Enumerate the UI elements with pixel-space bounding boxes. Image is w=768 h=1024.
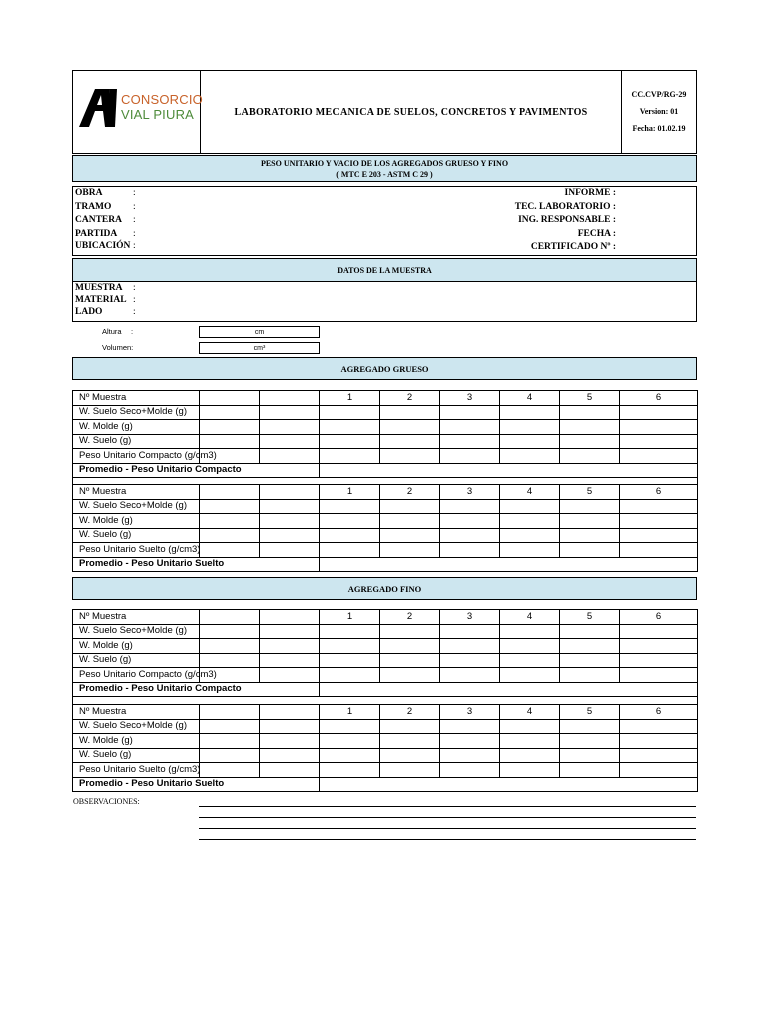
table-row: [73, 668, 698, 683]
fino-suelto-table: [72, 704, 698, 792]
cell[interactable]: [200, 499, 260, 514]
col-number: 3: [440, 610, 500, 625]
cell[interactable]: [500, 653, 560, 668]
row-label: Promedio - Peso Unitario Compacto: [73, 463, 320, 478]
fino-section-title: AGREGADO FINO: [72, 577, 697, 600]
cell[interactable]: [500, 434, 560, 449]
cell[interactable]: [620, 734, 698, 749]
cell[interactable]: [260, 528, 320, 543]
table-row: [73, 434, 698, 449]
col-number: 6: [620, 391, 698, 406]
col-number: 5: [560, 610, 620, 625]
cell[interactable]: [320, 463, 698, 478]
sample-section-title: DATOS DE LA MUESTRA: [72, 258, 697, 282]
cell[interactable]: [320, 734, 380, 749]
cell[interactable]: [500, 420, 560, 435]
cell[interactable]: [200, 528, 260, 543]
col-number: 5: [560, 485, 620, 500]
cell[interactable]: [380, 499, 440, 514]
cell[interactable]: [560, 449, 620, 464]
cell[interactable]: [320, 719, 380, 734]
table-row: [73, 682, 698, 697]
cell[interactable]: [620, 668, 698, 683]
cell[interactable]: [560, 763, 620, 778]
table-row: [73, 420, 698, 435]
cell[interactable]: [200, 624, 260, 639]
cell[interactable]: [440, 449, 500, 464]
table-row: [73, 610, 698, 625]
cell[interactable]: [380, 763, 440, 778]
col-number: 1: [320, 485, 380, 500]
document-date: Fecha: 01.02.19: [632, 124, 686, 133]
cell[interactable]: [620, 405, 698, 420]
colon: :: [133, 229, 136, 239]
row-label: W. Molde (g): [73, 420, 200, 435]
company-logo: [73, 71, 201, 153]
sample-label-lado: LADO: [75, 307, 103, 317]
cell[interactable]: [620, 624, 698, 639]
row-label: Nº Muestra: [73, 485, 200, 500]
col-number: 4: [500, 391, 560, 406]
col-number: 5: [560, 705, 620, 720]
info-label-ubicacion: UBICACIÓN: [75, 241, 131, 251]
row-label: W. Suelo Seco+Molde (g): [73, 624, 200, 639]
cell[interactable]: [620, 653, 698, 668]
cell[interactable]: [200, 405, 260, 420]
cell[interactable]: [500, 624, 560, 639]
logo-text-consorcio: CONSORCIO: [121, 92, 203, 107]
col-number: 3: [440, 485, 500, 500]
table-row: [73, 405, 698, 420]
cell[interactable]: [620, 748, 698, 763]
row-label: W. Suelo (g): [73, 528, 200, 543]
cell[interactable]: [620, 639, 698, 654]
document-version: Version: 01: [639, 107, 679, 116]
cell[interactable]: [200, 434, 260, 449]
cell[interactable]: [500, 514, 560, 529]
table-row: [73, 748, 698, 763]
col-number: 2: [380, 391, 440, 406]
cell[interactable]: [440, 434, 500, 449]
cell[interactable]: [500, 405, 560, 420]
cell[interactable]: [560, 514, 620, 529]
cell[interactable]: [200, 705, 260, 720]
cell[interactable]: [560, 734, 620, 749]
sample-info: [72, 282, 697, 322]
cell[interactable]: [260, 514, 320, 529]
lab-title: LABORATORIO MECANICA DE SUELOS, CONCRETOS Y PAVIMENTOS: [234, 106, 588, 118]
cell[interactable]: [200, 639, 260, 654]
colon: :: [133, 283, 136, 293]
cell[interactable]: [440, 734, 500, 749]
cell[interactable]: [260, 639, 320, 654]
cell[interactable]: [500, 528, 560, 543]
cell[interactable]: [440, 763, 500, 778]
cell[interactable]: [260, 763, 320, 778]
cell[interactable]: [320, 639, 380, 654]
cell[interactable]: [200, 485, 260, 500]
row-label: Promedio - Peso Unitario Suelto: [73, 777, 320, 792]
cell[interactable]: [260, 420, 320, 435]
cell[interactable]: [380, 624, 440, 639]
colon: :: [131, 327, 134, 336]
cell[interactable]: [560, 719, 620, 734]
cell[interactable]: [260, 499, 320, 514]
col-number: 4: [500, 485, 560, 500]
cell[interactable]: [560, 668, 620, 683]
cell[interactable]: [260, 391, 320, 406]
cell[interactable]: [440, 514, 500, 529]
row-label: Nº Muestra: [73, 391, 200, 406]
row-label: Peso Unitario Suelto (g/cm3): [73, 763, 200, 778]
row-label: Peso Unitario Compacto (g/cm3): [73, 449, 200, 464]
cell[interactable]: [380, 420, 440, 435]
cell[interactable]: [380, 748, 440, 763]
cell[interactable]: [320, 434, 380, 449]
cell[interactable]: [260, 719, 320, 734]
info-label-fecha: FECHA :: [577, 229, 616, 239]
altura-label: Altura: [102, 327, 122, 336]
row-label: W. Suelo (g): [73, 434, 200, 449]
col-number: 6: [620, 610, 698, 625]
cell[interactable]: [380, 514, 440, 529]
cell[interactable]: [560, 543, 620, 558]
col-number: 6: [620, 705, 698, 720]
volumen-label: Volumen:: [102, 343, 134, 352]
cell[interactable]: [200, 734, 260, 749]
cell[interactable]: [620, 449, 698, 464]
document-code: CC.CVP/RG-29: [631, 90, 687, 99]
row-label: W. Suelo (g): [73, 748, 200, 763]
col-number: 2: [380, 610, 440, 625]
cell[interactable]: [500, 734, 560, 749]
cell[interactable]: [320, 514, 380, 529]
cell[interactable]: [260, 624, 320, 639]
grueso-suelto-table: [72, 484, 698, 572]
cell[interactable]: [320, 557, 698, 572]
cell[interactable]: [500, 748, 560, 763]
col-number: 1: [320, 391, 380, 406]
cell[interactable]: [440, 499, 500, 514]
info-label-partida: PARTIDA: [75, 229, 118, 239]
cell[interactable]: [260, 543, 320, 558]
cell[interactable]: [620, 528, 698, 543]
col-number: 2: [380, 485, 440, 500]
altura-field[interactable]: cm: [199, 326, 320, 338]
col-number: 1: [320, 610, 380, 625]
document-header: [72, 70, 697, 154]
table-row: [73, 485, 698, 500]
colon: :: [133, 307, 136, 317]
cell[interactable]: [500, 668, 560, 683]
row-label: Peso Unitario Suelto (g/cm3): [73, 543, 200, 558]
cell[interactable]: [440, 624, 500, 639]
test-standard: ( MTC E 203 - ASTM C 29 ): [336, 169, 433, 179]
row-label: W. Suelo Seco+Molde (g): [73, 499, 200, 514]
table-row: [73, 463, 698, 478]
cell[interactable]: [320, 420, 380, 435]
info-label-obra: OBRA: [75, 188, 103, 198]
cell[interactable]: [560, 420, 620, 435]
colon: :: [133, 241, 136, 251]
cell[interactable]: [560, 528, 620, 543]
row-label: W. Molde (g): [73, 639, 200, 654]
sample-label-muestra: MUESTRA: [75, 283, 123, 293]
cell[interactable]: [260, 705, 320, 720]
table-row: [73, 639, 698, 654]
cell[interactable]: [320, 777, 698, 792]
table-row: [73, 763, 698, 778]
cell[interactable]: [620, 434, 698, 449]
document-code-block: [621, 71, 696, 153]
col-number: 1: [320, 705, 380, 720]
table-row: [73, 777, 698, 792]
cell[interactable]: [440, 653, 500, 668]
cell[interactable]: [500, 449, 560, 464]
observaciones-line[interactable]: [199, 828, 696, 829]
cell[interactable]: [200, 543, 260, 558]
cell[interactable]: [260, 734, 320, 749]
table-row: [73, 499, 698, 514]
cell[interactable]: [380, 449, 440, 464]
row-label: W. Molde (g): [73, 734, 200, 749]
table-row: [73, 653, 698, 668]
col-number: 6: [620, 485, 698, 500]
cell[interactable]: [260, 485, 320, 500]
cell[interactable]: [200, 610, 260, 625]
cell[interactable]: [500, 639, 560, 654]
cell[interactable]: [440, 528, 500, 543]
cell[interactable]: [260, 449, 320, 464]
cell[interactable]: [620, 420, 698, 435]
colon: :: [133, 295, 136, 305]
cell[interactable]: [560, 748, 620, 763]
table-row: [73, 514, 698, 529]
cell[interactable]: [320, 405, 380, 420]
table-row: [73, 543, 698, 558]
cell[interactable]: [380, 543, 440, 558]
cell[interactable]: [440, 639, 500, 654]
cell[interactable]: [320, 624, 380, 639]
col-number: 4: [500, 610, 560, 625]
col-number: 4: [500, 705, 560, 720]
cell[interactable]: [320, 682, 698, 697]
sample-label-material: MATERIAL: [75, 295, 127, 305]
row-label: W. Suelo (g): [73, 653, 200, 668]
table-row: [73, 557, 698, 572]
colon: :: [133, 215, 136, 225]
cell[interactable]: [200, 514, 260, 529]
cell[interactable]: [440, 719, 500, 734]
observaciones-line[interactable]: [199, 806, 696, 807]
observaciones-line[interactable]: [199, 839, 696, 840]
project-info: [72, 186, 697, 256]
cell[interactable]: [320, 748, 380, 763]
table-row: [73, 391, 698, 406]
cell[interactable]: [320, 528, 380, 543]
cell[interactable]: [500, 543, 560, 558]
cell[interactable]: [200, 420, 260, 435]
cell[interactable]: [500, 719, 560, 734]
cell[interactable]: [560, 624, 620, 639]
info-label-certificado: CERTIFICADO Nº :: [530, 242, 616, 252]
row-label: Promedio - Peso Unitario Compacto: [73, 682, 320, 697]
cell[interactable]: [380, 405, 440, 420]
cell[interactable]: [260, 748, 320, 763]
cell[interactable]: [440, 420, 500, 435]
cell[interactable]: [320, 449, 380, 464]
cell[interactable]: [380, 528, 440, 543]
cell[interactable]: [200, 653, 260, 668]
row-label: W. Suelo Seco+Molde (g): [73, 405, 200, 420]
volumen-field[interactable]: cm³: [199, 342, 320, 354]
cell[interactable]: [620, 763, 698, 778]
cell[interactable]: [200, 748, 260, 763]
cell[interactable]: [440, 748, 500, 763]
observaciones-label: OBSERVACIONES:: [73, 797, 140, 806]
cell[interactable]: [620, 719, 698, 734]
table-row: [73, 734, 698, 749]
logo-text-vial-piura: VIAL PIURA: [121, 107, 195, 122]
info-label-tramo: TRAMO: [75, 202, 112, 212]
cell[interactable]: [560, 499, 620, 514]
info-label-ing-responsable: ING. RESPONSABLE :: [518, 215, 616, 225]
cell[interactable]: [380, 668, 440, 683]
cell[interactable]: [620, 543, 698, 558]
cell[interactable]: [200, 391, 260, 406]
cell[interactable]: [380, 734, 440, 749]
row-label: Peso Unitario Compacto (g/cm3): [73, 668, 200, 683]
colon: :: [133, 188, 136, 198]
cell[interactable]: [620, 499, 698, 514]
cell[interactable]: [320, 763, 380, 778]
row-label: Promedio - Peso Unitario Suelto: [73, 557, 320, 572]
cell[interactable]: [200, 763, 260, 778]
cell[interactable]: [620, 514, 698, 529]
cell[interactable]: [260, 668, 320, 683]
fino-compacto-table: [72, 609, 698, 711]
cell[interactable]: [560, 434, 620, 449]
grueso-compacto-table: [72, 390, 698, 492]
cell[interactable]: [380, 719, 440, 734]
cell[interactable]: [440, 668, 500, 683]
cell[interactable]: [320, 543, 380, 558]
row-label: Nº Muestra: [73, 705, 200, 720]
observaciones-line[interactable]: [199, 817, 696, 818]
cell[interactable]: [560, 639, 620, 654]
cell[interactable]: [260, 434, 320, 449]
cell[interactable]: [320, 499, 380, 514]
cell[interactable]: [440, 405, 500, 420]
colon: :: [133, 202, 136, 212]
test-title-band: [72, 155, 697, 182]
table-row: [73, 705, 698, 720]
cell[interactable]: [260, 405, 320, 420]
cell[interactable]: [320, 653, 380, 668]
cell[interactable]: [500, 499, 560, 514]
col-number: 5: [560, 391, 620, 406]
cell[interactable]: [320, 668, 380, 683]
cell[interactable]: [200, 719, 260, 734]
cell[interactable]: [500, 763, 560, 778]
table-row: [73, 449, 698, 464]
info-label-informe: INFORME :: [564, 188, 616, 198]
cell[interactable]: [560, 405, 620, 420]
info-label-tec-laboratorio: TEC. LABORATORIO :: [514, 202, 616, 212]
cell[interactable]: [440, 543, 500, 558]
cell[interactable]: [260, 610, 320, 625]
grueso-section-title: AGREGADO GRUESO: [72, 357, 697, 380]
table-row: [73, 719, 698, 734]
col-number: 3: [440, 391, 500, 406]
table-row: [73, 624, 698, 639]
cell[interactable]: [560, 653, 620, 668]
cell[interactable]: [260, 653, 320, 668]
test-title: PESO UNITARIO Y VACIO DE LOS AGREGADOS GRUESO Y FINO: [260, 158, 509, 168]
info-label-cantera: CANTERA: [75, 215, 122, 225]
row-label: W. Suelo Seco+Molde (g): [73, 719, 200, 734]
row-label: Nº Muestra: [73, 610, 200, 625]
row-label: W. Molde (g): [73, 514, 200, 529]
cell[interactable]: [380, 639, 440, 654]
cell[interactable]: [380, 653, 440, 668]
table-row: [73, 528, 698, 543]
col-number: 3: [440, 705, 500, 720]
cell[interactable]: [380, 434, 440, 449]
col-number: 2: [380, 705, 440, 720]
